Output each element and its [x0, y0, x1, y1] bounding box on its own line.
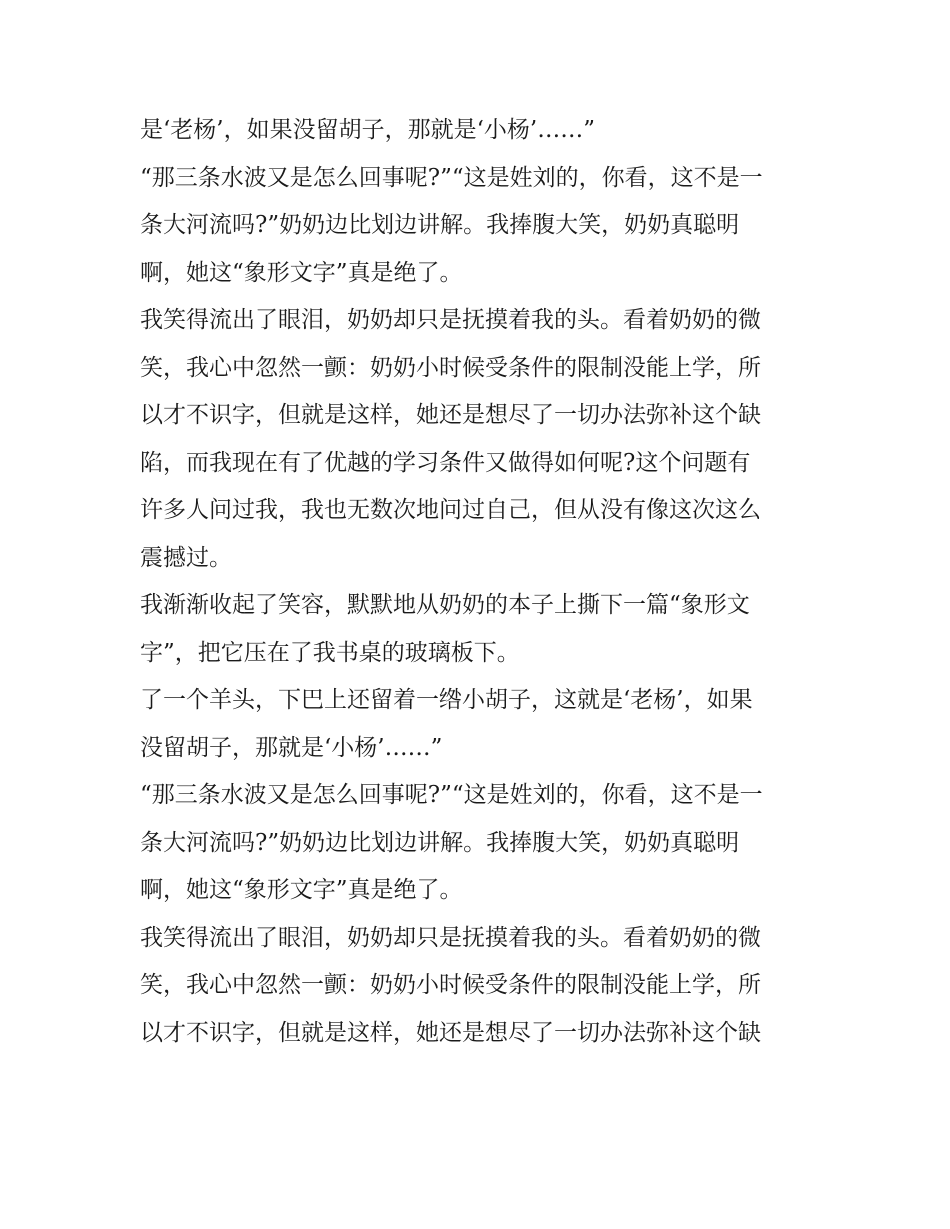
text-line: 了一个羊头，下巴上还留着一绺小胡子，这就是‘老杨’，如果 [140, 687, 753, 713]
text-line: 我笑得流出了眼泪，奶奶却只是抚摸着我的头。看着奶奶的微 [140, 307, 761, 333]
text-line: “那三条水波又是怎么回事呢?”“这是姓刘的，你看，这不是一 [140, 164, 763, 191]
text-line: 以才不识字，但就是这样，她还是想尽了一切办法弥补这个缺 [140, 402, 761, 428]
text-line: 我渐渐收起了笑容，默默地从奶奶的本子上撕下一篇“象形文 [140, 592, 750, 618]
text-line: 陷，而我现在有了优越的学习条件又做得如何呢?这个问题有 [140, 449, 751, 476]
text-line: 我笑得流出了眼泪，奶奶却只是抚摸着我的头。看着奶奶的微 [140, 924, 761, 951]
text-line: 是‘老杨’，如果没留胡子，那就是‘小杨’……” [140, 117, 596, 143]
text-line: 笑，我心中忽然一颤：奶奶小时候受条件的限制没能上学，所 [140, 354, 761, 381]
body-text [140, 107, 820, 1057]
text-line: 字”，把它压在了我书桌的玻璃板下。 [140, 639, 520, 666]
text-line: 笑，我心中忽然一颤：奶奶小时候受条件的限制没能上学，所 [140, 972, 761, 998]
text-line: “那三条水波又是怎么回事呢?”“这是姓刘的，你看，这不是一 [140, 782, 763, 808]
text-line: 啊，她这“象形文字”真是绝了。 [140, 877, 463, 903]
text-line: 没留胡子，那就是‘小杨’……” [140, 734, 443, 761]
text-line: 许多人问过我，我也无数次地问过自己，但从没有像这次这么 [140, 497, 761, 523]
text-line: 条大河流吗?”奶奶边比划边讲解。我捧腹大笑，奶奶真聪明 [140, 212, 740, 238]
text-line: 啊，她这“象形文字”真是绝了。 [140, 259, 463, 286]
text-line: 震撼过。 [140, 544, 232, 571]
text-line: 以才不识字，但就是这样，她还是想尽了一切办法弥补这个缺 [140, 1019, 761, 1046]
text-line: 条大河流吗?”奶奶边比划边讲解。我捧腹大笑，奶奶真聪明 [140, 829, 740, 856]
